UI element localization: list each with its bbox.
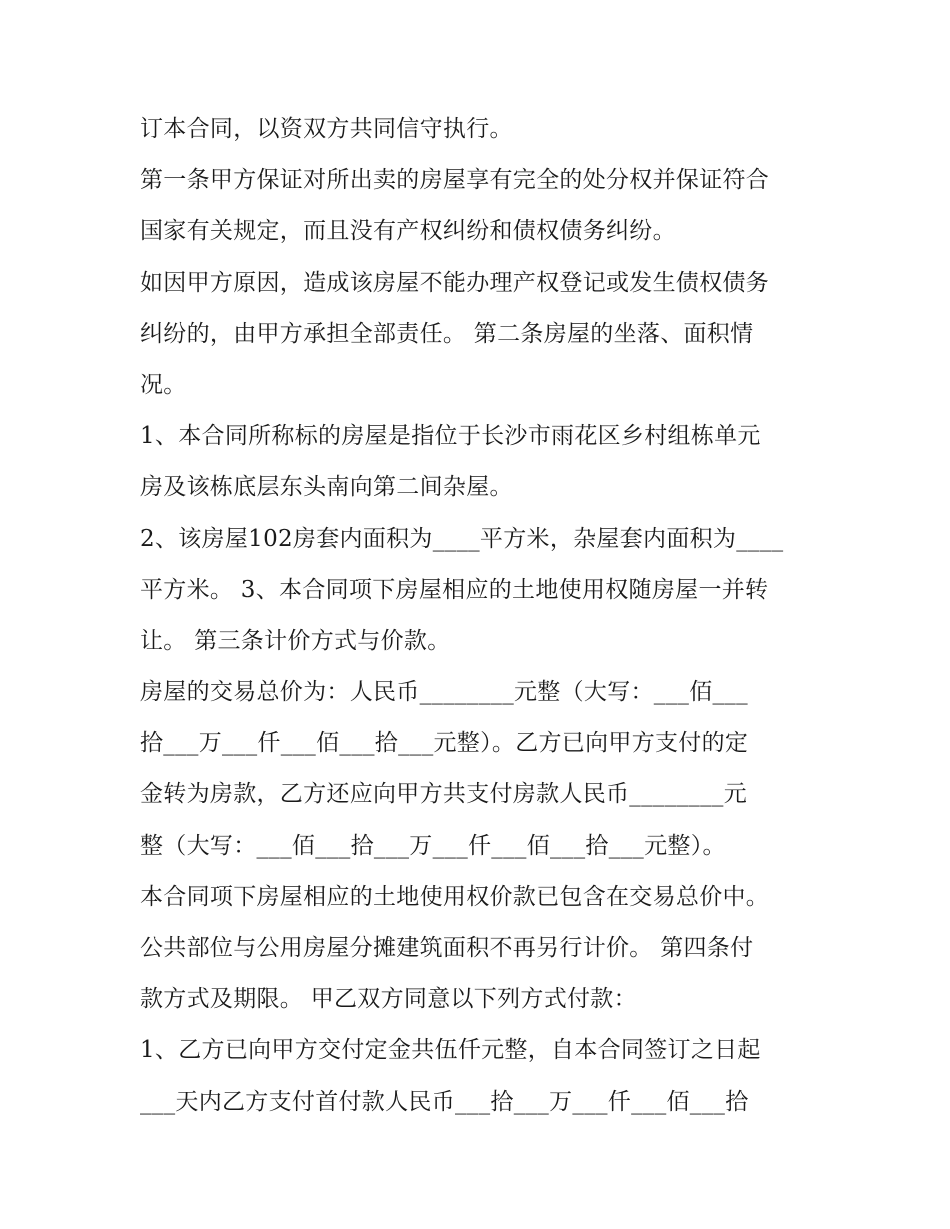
text-line: 本合同项下房屋相应的土地使用权价款已包含在交易总价中。	[140, 883, 770, 910]
text-line: 整（大写：___佰___拾___万___仟___佰___拾___元整）。	[140, 832, 726, 859]
text-line: 1、本合同所称标的房屋是指位于长沙市雨花区乡村组栋单元	[140, 423, 761, 450]
text-line: ___天内乙方支付首付款人民币___拾___万___仟___佰___拾	[140, 1088, 749, 1115]
text-line: 房及该栋底层东头南向第二间杂屋。	[140, 474, 513, 501]
text-line: 平方米。 3、本合同项下房屋相应的土地使用权随房屋一并转	[140, 576, 769, 603]
text-line: 订本合同，以资双方共同信守执行。	[140, 116, 513, 142]
text-line: 2、该房屋102房套内面积为____平方米，杂屋套内面积为____	[140, 525, 784, 552]
text-line: 国家有关规定，而且没有产权纠纷和债权债务纠纷。	[140, 218, 676, 245]
text-line: 金转为房款，乙方还应向甲方共支付房款人民币________元	[140, 781, 747, 808]
text-line: 公共部位与公用房屋分摊建筑面积不再另行计价。 第四条付	[140, 935, 754, 961]
text-line: 1、乙方已向甲方交付定金共伍仟元整，自本合同签订之日起	[140, 1037, 761, 1064]
text-line: 款方式及期限。 甲乙双方同意以下列方式付款：	[140, 986, 637, 1013]
text-line: 房屋的交易总价为：人民币________元整（大写：___佰___	[140, 679, 748, 706]
text-line: 纠纷的，由甲方承担全部责任。 第二条房屋的坐落、面积情	[140, 320, 754, 347]
text-line: 第一条甲方保证对所出卖的房屋享有完全的处分权并保证符合	[140, 167, 770, 194]
text-line: 况。	[140, 371, 187, 398]
contract-text	[140, 104, 820, 1128]
text-line: 如因甲方原因，造成该房屋不能办理产权登记或发生债权债务	[140, 269, 770, 296]
text-line: 拾___万___仟___佰___拾___元整）。乙方已向甲方支付的定	[140, 730, 749, 757]
text-line: 让。 第三条计价方式与价款。	[140, 627, 451, 654]
